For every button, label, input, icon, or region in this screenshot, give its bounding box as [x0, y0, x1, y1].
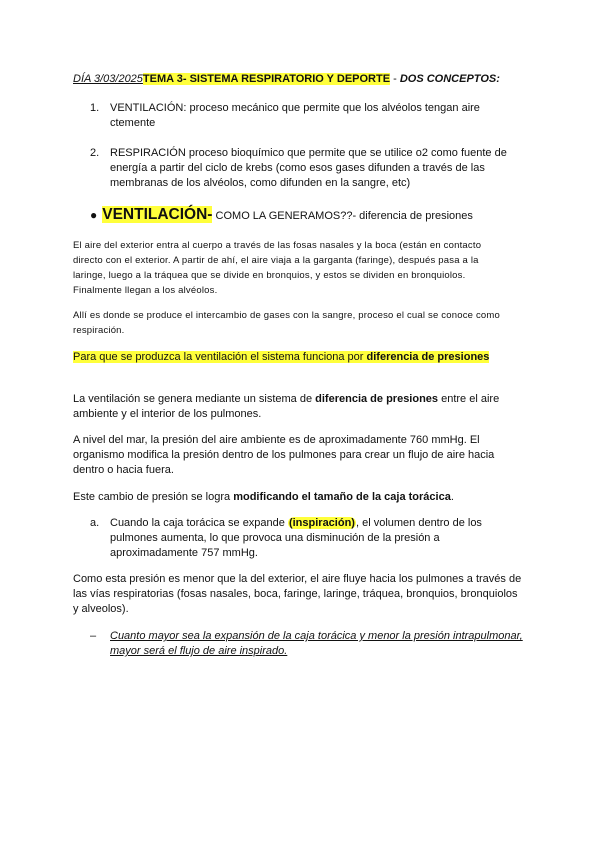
concept-item-2	[90, 146, 99, 161]
paragraph-line: Finalmente llegan a los alvéolos.	[73, 285, 218, 296]
paragraph-line: A nivel del mar, la presión del aire ambiente es de aproximadamente 760 mmHg. El	[73, 434, 480, 446]
highlighted-statement	[73, 350, 489, 365]
dash-symbol	[90, 629, 96, 644]
rib-cage-paragraph	[73, 490, 454, 505]
paragraph-line: Allí es donde se produce el intercambio de gases con la sangre, proceso el cual se conoce como	[73, 310, 501, 321]
pressure-text-b: entre el aire	[438, 393, 500, 405]
inspiration-pre: Cuando la caja torácica se expande	[110, 517, 288, 529]
header-separator: -	[390, 73, 400, 85]
concept-line: RESPIRACIÓN proceso bioquímico que permite que se utilice o2 como fuente de	[110, 147, 507, 159]
paragraph-line: laringe, luego a la tráquea que se divide en bronquios, y estos se dividen en bronquiolos.	[73, 270, 466, 281]
topic-title: TEMA 3- SISTEMA RESPIRATORIO Y DEPORTE	[142, 73, 391, 85]
concept-item-1-text	[110, 101, 480, 131]
paragraph-line: ambiente y el interior de los pulmones.	[73, 408, 262, 420]
inspiration-item	[110, 516, 482, 561]
concept-item-1	[90, 101, 99, 116]
pressure-bold: diferencia de presiones	[315, 393, 439, 405]
inspiration-post: , el volumen dentro de los	[355, 517, 482, 529]
concept-item-2-text	[110, 146, 507, 191]
airflow-paragraph	[73, 572, 521, 617]
paragraph-line: y alveolos).	[73, 603, 129, 615]
concept-line: ctemente	[110, 117, 156, 129]
exchange-paragraph	[73, 308, 500, 338]
list-letter: a.	[90, 517, 100, 529]
list-number: 1.	[90, 102, 100, 114]
sea-level-paragraph	[73, 433, 494, 478]
bullet-subtitle: COMO LA GENERAMOS??- diferencia de presiones	[212, 210, 473, 222]
paragraph-line: Cuanto mayor sea la expansión de la caja torácica y menor la presión intrapulmonar,	[110, 630, 523, 642]
paragraph-line: directo con el exterior. A partir de ahí, el aire viaja a la garganta (faringe), después pasa a la	[73, 255, 479, 266]
airway-paragraph	[73, 238, 481, 298]
list-number: 2.	[90, 147, 100, 159]
rib-bold: modificando el tamaño de la caja torácica	[233, 491, 451, 503]
highlight-bold: diferencia de presiones	[366, 351, 490, 363]
paragraph-line: dentro o hacia fuera.	[73, 464, 174, 476]
concepts-label: DOS CONCEPTOS:	[399, 73, 500, 85]
pressure-text-a: La ventilación se genera mediante un sistema de	[73, 393, 316, 405]
item-a-label	[90, 516, 99, 531]
paragraph-line: aproximadamente 757 mmHg.	[110, 547, 258, 559]
paragraph-line: organismo modifica la presión dentro de los pulmones para crear un flujo de aire hacia	[73, 449, 495, 461]
dash-icon: –	[90, 630, 97, 642]
pressure-paragraph	[73, 392, 499, 422]
conclusion-item	[110, 629, 523, 659]
paragraph-line: las vías respiratorias (fosas nasales, boca, faringe, laringe, tráquea, bronquios, bronquiolos	[73, 588, 518, 600]
ventilacion-bullet	[90, 205, 473, 226]
date-label: DÍA 3/03/2025	[73, 73, 143, 85]
paragraph-line: respiración.	[73, 325, 125, 336]
inspiration-term: (inspiración)	[288, 517, 355, 529]
paragraph-line: Como esta presión es menor que la del exterior, el aire fluye hacia los pulmones a través de	[73, 573, 522, 585]
concept-line: VENTILACIÓN: proceso mecánico que permite que los alvéolos tengan aire	[110, 102, 480, 114]
paragraph-line: pulmones aumenta, lo que provoca una disminución de la presión a	[110, 532, 440, 544]
concept-line: energía a partir del ciclo de krebs (como esos gases difunden a través de las	[110, 162, 485, 174]
ventilacion-title: VENTILACIÓN-	[102, 206, 213, 223]
highlight-text: Para que se produzca la ventilación el sistema funciona por	[73, 351, 367, 363]
page-header	[73, 72, 500, 87]
paragraph-line: mayor será el flujo de aire inspirado.	[110, 645, 288, 657]
concept-line: membranas de los alvéolos, como difunden en la sangre, etc)	[110, 177, 411, 189]
rib-text-b: .	[450, 491, 454, 503]
rib-text-a: Este cambio de presión se logra	[73, 491, 234, 503]
paragraph-line: El aire del exterior entra al cuerpo a través de las fosas nasales y la boca (están en contacto	[73, 240, 482, 251]
bullet-dot-icon: ●	[90, 208, 98, 222]
